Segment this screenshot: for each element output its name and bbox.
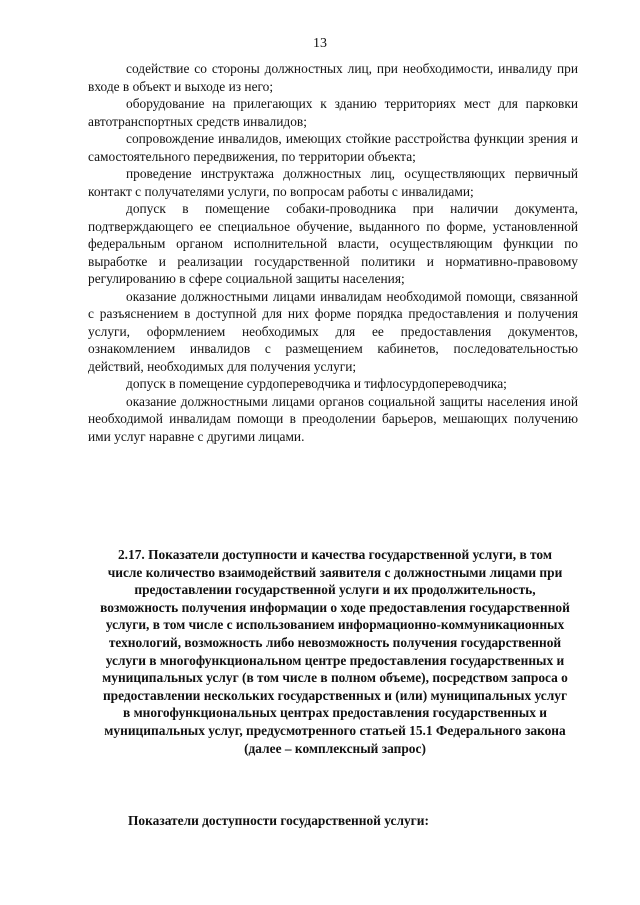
paragraph: оказание должностными лицами органов социальной защиты населения иной необходимой инвалидам помощи в преодолении барьеров, мешающих получению ими услуг наравне с другими лицами. (88, 393, 578, 444)
paragraph: содействие со стороны должностных лиц, при необходимости, инвалиду при входе в объект и выходе из него; (88, 61, 578, 94)
page-number: 13 (313, 36, 327, 51)
body-text (88, 60, 578, 445)
paragraph: допуск в помещение собаки-проводника при наличии документа, подтверждающего ее специальное обучение, выданного по форме, установленной федеральным органом исполнительной власти, осуществляющим функции по выработке и реализации государственной политики и нормативно-правовому регулированию в сфере социальной защиты населения; (88, 201, 578, 286)
paragraph: сопровождение инвалидов, имеющих стойкие расстройства функции зрения и самостоятельного передвижения, по территории объекта; (88, 131, 578, 164)
paragraph: оказание должностными лицами инвалидам необходимой помощи, связанной с разъяснением в доступной для них форме порядка предоставления и получения услуги, оформлением необходимых для ее предоставления документов, ознакомлением инвалидов с размещением кабинетов, последовательностью действий, необходимых для получения услуги; (88, 288, 578, 374)
section-title: 2.17. Показатели доступности и качества государственной услуги, в том числе количество взаимодействий заявителя с должностными лицами при предоставлении государственной услуги и их продолжительность, возможность получения информации о ходе предоставления государственной услуги, в том числе с использованием информационно-коммуникационных технологий, возможность либо невозможность получения государственной услуги в многофункциональном центре предоставления государственных и муниципальных услуг (в том числе в полном объеме), посредством запроса о предоставлении нескольких государственных и (или) муниципальных услуг в многофункциональных центрах предоставления государственных и муниципальных услуг, предусмотренного статьей 15.1 Федерального закона (далее – комплексный запрос) (100, 547, 570, 756)
subheading: Показатели доступности государственной услуги: (128, 813, 429, 828)
paragraph: допуск в помещение сурдопереводчика и тифлосурдопереводчика; (126, 376, 507, 391)
paragraph: проведение инструктажа должностных лиц, осуществляющих первичный контакт с получателями услуги, по вопросам работы с инвалидами; (88, 166, 578, 199)
paragraph: оборудование на прилегающих к зданию территориях мест для парковки автотранспортных средств инвалидов; (88, 96, 578, 129)
